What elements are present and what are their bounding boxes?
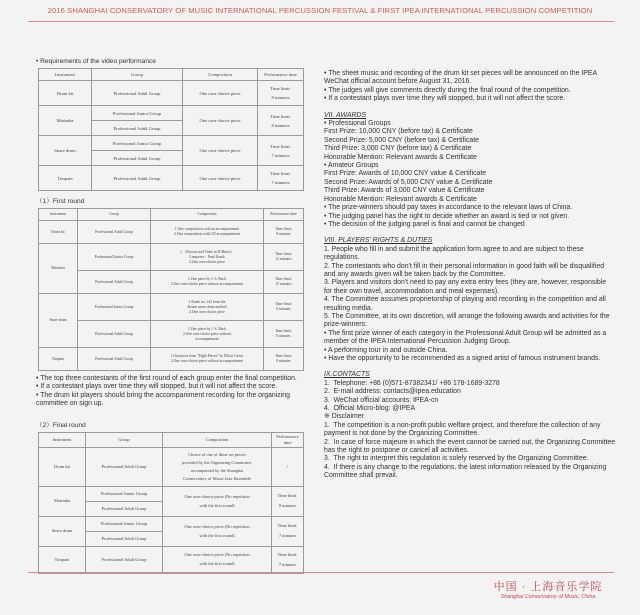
- composition-line: 1.Etude no. 142 from the: [188, 299, 226, 304]
- logo-english-text: Shanghai Conservatory of Music, China: [500, 594, 596, 600]
- text-line: Third Prize: 3,000 CNY (before tax) & Certificate: [324, 145, 472, 153]
- text-line: • Amateur Groups: [324, 162, 379, 170]
- header-cell: Group: [78, 209, 151, 221]
- text-line: • If a contestant plays over time they will stopped, but it will not affect the score.: [324, 95, 566, 103]
- composition-line: accompaniment: [195, 336, 219, 341]
- page-header-title: 2016 SHANGHAI CONSERVATORY OF MUSIC INTERNATIONAL PERCUSSION FESTIVAL & FIRST IPEA INTERNATIONAL PERCUSSION COMPETITION: [47, 6, 593, 15]
- time-label: Time limit:: [275, 329, 292, 333]
- header-cell: Instrument: [39, 432, 86, 447]
- group-cell: Professional Adult Group: [78, 348, 151, 371]
- time-label: Time limit:: [277, 523, 298, 529]
- final-round-table: [38, 432, 304, 574]
- contacts-heading: IX.CONTACTS: [324, 371, 370, 379]
- text-line: 5. The Committee, at its own discretion, will arrange the following awards and activities for the prize-winners:: [324, 312, 612, 329]
- video-requirements-table: [38, 68, 304, 191]
- time-cell: [264, 348, 304, 371]
- composition-line: with the first round): [199, 561, 235, 567]
- table-header-row: [39, 209, 304, 221]
- time-label: Time limit:: [275, 227, 292, 231]
- header-cell: Group: [92, 69, 183, 81]
- text-line: 3. WeChat official accounts: IPEA-cn: [324, 396, 439, 404]
- text-line: • A performing tour in and outside China.: [324, 346, 448, 354]
- first-round-title: （1）First round: [36, 198, 85, 205]
- group-cell: Professional Junior Group: [92, 136, 183, 151]
- composition-line: 2.One composition with CD accompaniment: [174, 232, 240, 236]
- composition-cell: [151, 321, 264, 348]
- composition-cell: [151, 221, 264, 244]
- time-cell: [258, 81, 304, 106]
- composition-line: Composer：Emil Ilonik: [189, 254, 225, 259]
- time-cell: [264, 321, 304, 348]
- disclaimer-heading: ※ Disclaimer: [324, 413, 364, 421]
- note-line: • The drum kit players should bring the accompaniment recording for the organizing committee on sign up.: [36, 391, 290, 408]
- time-cell: [264, 244, 304, 271]
- instrument-cell: Timpani: [39, 546, 86, 573]
- composition-cell: [151, 294, 264, 321]
- time-value: 8 minutes: [276, 232, 291, 236]
- group-cell: Professional Adult Group: [92, 81, 183, 106]
- header-rule: [28, 21, 614, 22]
- instrument-cell: Drum kit: [39, 447, 86, 486]
- table-row: [39, 106, 304, 121]
- time-value: 12 minutes: [275, 257, 292, 261]
- table-row: [39, 348, 304, 371]
- text-line: 2. The contestants who don't fill in their personal information in good faith will be disqualified and any awards given will be taken back by the Committee.: [324, 262, 606, 278]
- conservatory-logo: [478, 578, 618, 600]
- composition-cell: [163, 486, 272, 516]
- instrument-cell: Marimba: [39, 486, 86, 516]
- spacer: [324, 363, 616, 371]
- text-line: • The decision of the judging panel is final and cannot be changed: [324, 220, 525, 228]
- composition-line: One own-choice piece (No repetition: [184, 493, 250, 499]
- time-cell: [272, 546, 304, 573]
- note-line: • If a contestant plays over time they will stopped, but it will not affect the score.: [36, 383, 278, 391]
- header-cell: Instrument: [39, 69, 92, 81]
- composition-line: 1.One piece by J. S. Bach: [188, 277, 226, 281]
- composition-line: 2.One own-choice piece: [189, 259, 225, 264]
- time-value: 8 minutes: [271, 122, 290, 128]
- group-cell: Professional Adult Group: [78, 321, 151, 348]
- composition-cell: One own-choice piece: [183, 136, 258, 166]
- composition-cell: [163, 516, 272, 546]
- table-row: [39, 516, 304, 531]
- instrument-cell: Marimba: [39, 106, 92, 136]
- table-row: [39, 244, 304, 271]
- time-cell: [264, 294, 304, 321]
- header-cell: Composition: [183, 69, 258, 81]
- composition-line: accompanied by the Shanghai: [190, 467, 244, 473]
- text-line: 3. Players and visitors don't need to pay any extra entry fees (they are, however, responsible for their own travel, accommodation and meal expenses).: [324, 279, 608, 295]
- group-cell: Professional Junior Group: [78, 244, 151, 271]
- time-label: Time limit:: [275, 302, 292, 306]
- composition-cell: [163, 447, 272, 486]
- table-row: [39, 81, 304, 106]
- table-row: [39, 546, 304, 573]
- instrument-cell: Timpani: [39, 348, 78, 371]
- text-line: Honorable Mention: Relevant awards & Certificate: [324, 153, 477, 161]
- instrument-cell: Snare drum: [39, 294, 78, 348]
- left-column: [36, 58, 306, 574]
- group-cell: Professional Adult Group: [78, 271, 151, 294]
- time-value: 15 minutes: [275, 282, 292, 286]
- time-value: 8 minutes: [278, 503, 297, 509]
- final-round-title: （2）Final round: [36, 421, 86, 429]
- instrument-cell: Snare drum: [39, 136, 92, 166]
- composition-line: with the first round): [199, 502, 235, 508]
- composition-line: with the first round): [199, 532, 235, 538]
- text-line: • Professional Groups: [324, 120, 391, 128]
- composition-line: Choice of one of these set pieces: [188, 451, 246, 457]
- time-cell: [258, 136, 304, 166]
- instrument-cell: Drum kit: [39, 221, 78, 244]
- table-row: [39, 486, 304, 501]
- text-line: Second Prize: Awards of 5,000 CNY value & Certificate: [324, 178, 493, 186]
- time-label: Time limit:: [270, 113, 291, 119]
- group-cell: Professional Adult Group: [86, 531, 163, 546]
- table-row: [39, 447, 304, 486]
- group-cell: Professional Adult Group: [92, 166, 183, 191]
- text-line: • The prize-winners should pay taxes in accordance to the relevant laws of China.: [324, 204, 573, 212]
- header-cell: Group: [86, 432, 163, 447]
- time-value: 8 minutes: [271, 95, 290, 100]
- time-value: 8 minutes: [276, 334, 291, 338]
- time-value: 7 minutes: [278, 533, 297, 539]
- instrument-cell: Marimba: [39, 244, 78, 294]
- composition-line: 1.One piece by J. S. Bach: [188, 326, 226, 331]
- text-line: 1. Telephone: +86 (0)571-87382341/ +86 178-1689-3278: [324, 379, 500, 387]
- table-row: [39, 136, 304, 151]
- time-cell: /: [272, 447, 304, 486]
- time-label: Time limit:: [270, 143, 291, 149]
- composition-cell: One own-choice piece: [183, 81, 258, 106]
- table-row: [39, 166, 304, 191]
- composition-cell: One own-choice piece: [183, 166, 258, 191]
- composition-line: 2.One own-choice piece without: [183, 331, 231, 336]
- right-column: [324, 70, 616, 481]
- time-value: 8 minutes: [276, 359, 291, 363]
- header-cell: Instrument: [39, 209, 78, 221]
- time-cell: [264, 271, 304, 294]
- time-label: Time limit:: [270, 171, 291, 176]
- table-row: [39, 294, 304, 321]
- text-line: • The judging panel has the right to decide whether an award is tied or not given.: [324, 212, 570, 220]
- table-header-row: [39, 69, 304, 81]
- group-cell: Professional Junior Group: [86, 486, 163, 501]
- first-round-table: [38, 208, 304, 371]
- first-round-notes: [36, 375, 306, 409]
- table-row: [39, 221, 304, 244]
- time-label: Time limit:: [270, 86, 291, 91]
- text-line: Honorable Mention: Relevant awards & Certificate: [324, 195, 477, 203]
- composition-line: 2.One own-choice piece without accompaniment: [170, 359, 244, 363]
- instrument-cell: Snare drum: [39, 516, 86, 546]
- table-header-row: [39, 432, 304, 447]
- text-line: Second Prize: 5,000 CNY (before tax) & Certificate: [324, 136, 479, 144]
- time-cell: [272, 486, 304, 516]
- video-requirements-title: • Requirements of the video performance: [36, 58, 156, 65]
- text-line: • Have the opportunity to be recommended as a signed artist of famous instrument brands.: [324, 355, 601, 362]
- group-cell: Professional Junior Group: [86, 516, 163, 531]
- logo-chinese-text: 中国 · 上海音乐学院: [493, 581, 603, 593]
- awards-heading: VII. AWARDS: [324, 111, 366, 119]
- group-cell: Professional Junior Group: [78, 294, 151, 321]
- table-row: [39, 271, 304, 294]
- text-line: First Prize: Awards of 10,000 CNY value & Certificate: [324, 170, 487, 178]
- group-cell: Professional Adult Group: [86, 546, 163, 573]
- composition-line: provided by the Organizing Committee,: [181, 459, 253, 465]
- header-cell: Composition: [163, 432, 272, 447]
- text-line: 2. E-mail address: contacts@ipea.education: [324, 388, 461, 396]
- text-line: • The first prize winner of each category in the Professional Adult Group will be admitted as a member of the IPEA International Percussion Judging Group.: [324, 329, 609, 346]
- composition-line: 2.One own-choice piece: [189, 309, 225, 314]
- time-cell: [258, 166, 304, 191]
- spacer: [324, 104, 616, 112]
- group-cell: Professional Adult Group: [78, 221, 151, 244]
- time-cell: [264, 221, 304, 244]
- note-line: • The top three contestants of the first round of each group enter the final competition.: [36, 375, 297, 382]
- composition-line: Conservatory of Music Jazz Ensemble: [183, 475, 251, 481]
- header-cell: Performance time: [258, 69, 304, 81]
- text-line: 4. If there is any change to the regulations, the latest information released by the Organizing Committee shall prevail.: [324, 463, 609, 480]
- composition-line: 2.One own-choice piece without accompaniment: [170, 282, 244, 286]
- time-cell: [272, 516, 304, 546]
- time-value: 7 minutes: [278, 561, 297, 567]
- group-cell: Professional Junior Group: [92, 106, 183, 121]
- time-value: 7 minutes: [271, 180, 290, 185]
- text-line: 1. The competition is a non-profit public welfare project, and therefore the collection of any payment is not done by the Organizing Committee.: [324, 421, 603, 438]
- time-label: Time limit:: [275, 277, 292, 281]
- text-line: • The sheet music and recording of the drum kit set pieces will be announced on the IPEA WeChat official account before August 31, 2016.: [324, 70, 599, 86]
- group-cell: Professional Adult Group: [86, 447, 163, 486]
- group-cell: Professional Adult Group: [86, 501, 163, 516]
- time-label: Time limit:: [277, 493, 298, 499]
- composition-line: Keune snare drum method: [187, 304, 227, 309]
- text-line: 3. The right to interpret this regulation is solely reserved by the Organizing Committee.: [324, 455, 589, 463]
- time-label: Time limit:: [275, 252, 292, 256]
- text-line: 4. Official Micro-blog: @IPEA: [324, 405, 416, 413]
- composition-line: One own-choice piece (No repetition: [184, 523, 250, 529]
- composition-cell: One own-choice piece: [183, 106, 258, 136]
- composition-line: 1.《Furioso and Valse in D Minor》: [179, 249, 234, 254]
- composition-line: 1.One piece from "Eight Pieces" by Elliott Carter: [170, 354, 244, 358]
- composition-line: 1.One composition with an accompaniment: [174, 227, 240, 231]
- table-row: [39, 321, 304, 348]
- text-line: 1. People who fill in and submit the application form agree to and are subject to these regulations.: [324, 245, 586, 262]
- text-line: Third Prize: Awards of 3,000 CNY value & Certificate: [324, 187, 485, 195]
- time-label: Time limit:: [275, 354, 292, 358]
- header-cell: Performance time: [264, 209, 304, 221]
- composition-cell: [151, 348, 264, 371]
- text-line: 4. The Committee assumes proprietorship of playing and recording in the competition and all resulting media.: [324, 296, 608, 312]
- text-line: • The judges will give comments directly during the final round of the competition.: [324, 86, 571, 94]
- spacer: [324, 229, 616, 237]
- instrument-cell: Drum kit: [39, 81, 92, 106]
- group-cell: Professional Adult Group: [92, 151, 183, 166]
- time-cell: [258, 106, 304, 136]
- header-cell: Performance time: [272, 432, 304, 447]
- composition-cell: [151, 244, 264, 271]
- players-rights-heading: VIII. PLAYERS' RIGHTS & DUTIES: [324, 237, 433, 245]
- composition-cell: [151, 271, 264, 294]
- group-cell: Professional Adult Group: [92, 121, 183, 136]
- time-label: Time limit:: [277, 551, 298, 557]
- composition-cell: [163, 546, 272, 573]
- instrument-cell: Timpani: [39, 166, 92, 191]
- time-value: 7 minutes: [271, 152, 290, 158]
- header-cell: Composition: [151, 209, 264, 221]
- composition-line: One own-choice piece (No repetition: [184, 552, 250, 558]
- text-line: 2. In case of force majeure in which the event cannot be carried out, the Organizing Committee has the right to postpone or cancel all activities.: [324, 438, 618, 455]
- text-line: First Prize: 10,000 CNY (before tax) & Certificate: [324, 128, 473, 136]
- time-value: 6 minutes: [276, 307, 291, 311]
